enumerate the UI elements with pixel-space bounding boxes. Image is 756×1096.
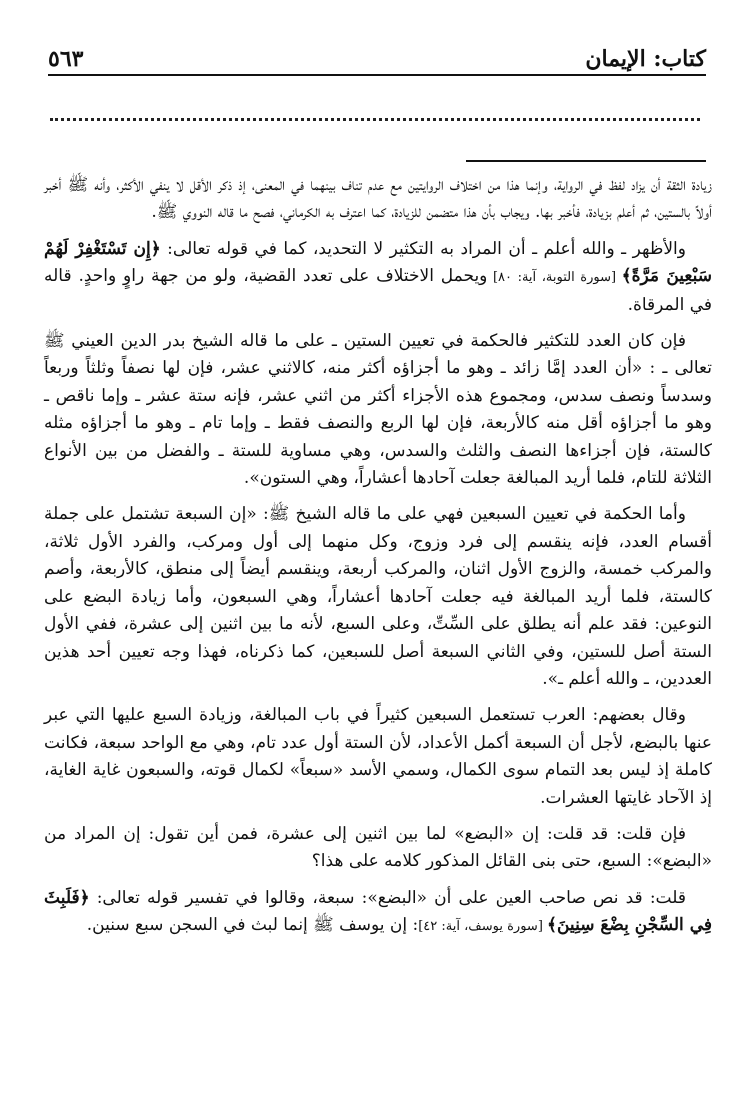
verse-reference: [سورة التوبة، آية: ٨٠] (487, 270, 622, 286)
text-run: فإن كان العدد للتكثير فالحكمة في تعيين الستين ـ على ما قاله الشيخ بدر الدين العيني ﷺ تعالى ـ : «أن العدد إمَّا زائد ـ وهو ما أجزاؤه أكثر منه، كالاثني عشر، فإن لها نصفاً وثلثاً وربعاً وسدساً ونصف سدس، ومجموع هذه الأجزاء أكثر من اثني عشر، فإنه ستة عشر ـ وإما ناقص ـ وهو ما أجزاؤه أقل منه كالأربعة، فإن لها الربع والنصف فقط ـ وإما تام ـ وهو ما أجزاؤه مثله كالستة، فإن أجزاءها النصف والثلث والسدس، وهي مساوية للستة ـ والفضل من بين الأنواع الثلاثة للتام، فلما أريد المبالغة جعلت آحادها أعشاراً، وهي الستون». (44, 331, 712, 489)
paragraph (44, 172, 712, 227)
text-run: : إن يوسف ﷺ إنما لبث في السجن سبع سنين. (86, 915, 419, 936)
text-run: فإن قلت: قد قلت: إن «البضع» لما بين اثنين إلى عشرة، فمن أين تقول: إن المراد من «البضع»: السبع، حتى بنى القائل المذكور كلامه على هذا؟ (44, 823, 712, 872)
page-header (48, 42, 706, 76)
text-run: زيادة الثقة أن يزاد لفظ في الرواية، وإنما هذا من اختلاف الروايتين مع عدم تناف بينهما في المعنى، إذ ذكر الأقل لا ينفي الأكثر، وأنه ﷺ أخبر أولاً بالستين، ثم أعلم بزيادة، فأخبر بها. ويجاب بأن هذا متضمن للزيادة، كما اعترف به الكرماني، فصح ما قاله النووي ﷺ. (44, 175, 712, 223)
dotted-separator (50, 118, 700, 121)
paragraph (44, 328, 712, 492)
text-run: والأظهر ـ والله أعلم ـ أن المراد به التكثير لا التحديد، كما في قوله تعالى: (160, 238, 686, 259)
text-run: وأما الحكمة في تعيين السبعين فهي على ما قاله الشيخ ﷺ: «إن السبعة تشتمل على جملة أقسام العدد، فإنه ينقسم إلى فرد وزوج، وكل منهما إلى أول ومركب، والفرد الأول ثلاثة، والمركب خمسة، والزوج الأول اثنان، والمركب أربعة، وينقسم أيضاً إلى منطق، كالأربعة، وأصم كالستة، فلما أريد المبالغة فيه جعلت آحادها أعشاراً، وهي السبعون، وأما زيادة البضع على النوعين: فقد علم أنه يطلق على السِّتِّ، وعلى السبع، لأنه ما بين اثنين إلى عشرة، ففي الأول الستة أصل للستين، وفي الثاني السبعة أصل للسبعين، كما ذكرناه، فهذا وجه تعيين أحد هذين العددين، ـ والله أعلم ـ». (44, 504, 712, 689)
paragraph (44, 702, 712, 812)
quran-verse: ﴿فَلَبِثَ فِي السِّجْنِ بِضْعَ سِنِينَ﴾ (44, 887, 712, 936)
paragraph (44, 821, 712, 876)
paragraph (44, 885, 712, 941)
text-run: ويحمل الاختلاف على تعدد القضية، ولو من جهة راوٍ واحدٍ. قاله في المرقاة. (44, 266, 712, 315)
running-title: كتاب: الإيمان (585, 46, 706, 72)
paragraph (44, 501, 712, 693)
text-run: وقال بعضهم: العرب تستعمل السبعين كثيراً في باب المبالغة، وزيادة السبع عليها التي عبر عنها بالبضع، لأجل أن السبعة أكمل الأعداد، لأن الستة أول عدد تام، وهي مع الواحد سبعة، فكانت كاملة إذ ليس بعد التمام سوى الكمال، وسمي الأسد «سبعاً» لكمال قوته، والسبعون غاية الغاية، إذ الآحاد غايتها العشرات. (44, 705, 712, 808)
verse-reference: [سورة يوسف، آية: ٤٢] (418, 919, 548, 935)
paragraph (44, 236, 712, 319)
page-number: ٥٦٣ (48, 46, 84, 72)
text-run: قلت: قد نص صاحب العين على أن «البضع»: سبعة، وقالوا في تفسير قوله تعالى: (89, 887, 686, 908)
footnote-body (44, 172, 712, 950)
quran-verse: ﴿إِن تَسْتَغْفِرْ لَهُمْ سَبْعِينَ مَرَّةً﴾ (44, 238, 712, 287)
footnote-separator (466, 160, 706, 162)
